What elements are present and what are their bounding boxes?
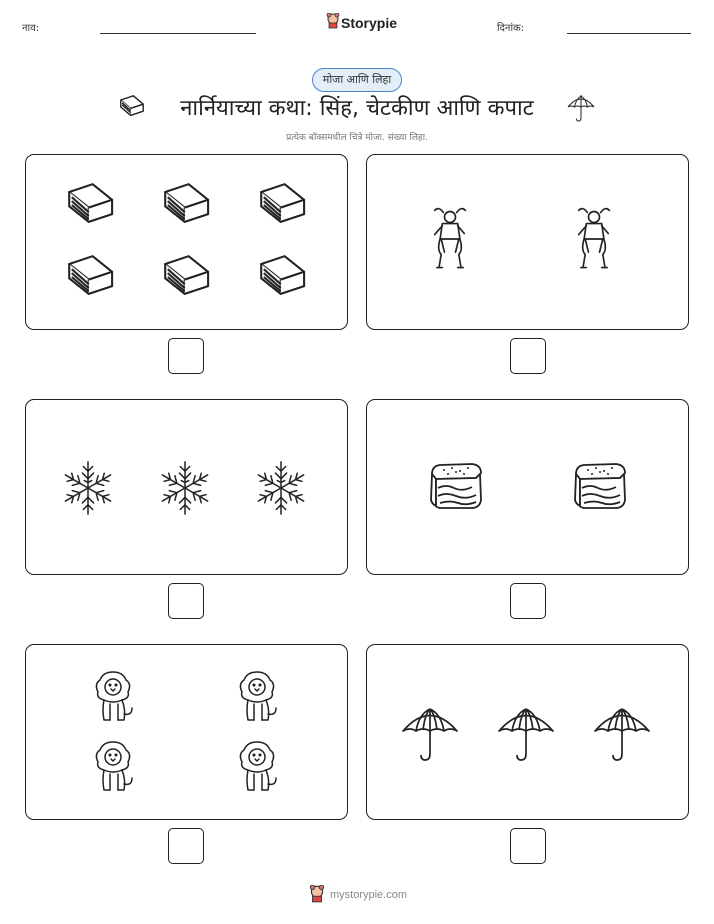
faun-icon bbox=[572, 206, 616, 272]
answer-box-lions[interactable] bbox=[168, 828, 204, 864]
lion-icon bbox=[234, 670, 280, 724]
snowflake-icon bbox=[157, 458, 213, 518]
answer-box-books[interactable] bbox=[168, 338, 204, 374]
counting-box-fauns bbox=[366, 154, 689, 330]
umbrella-icon bbox=[566, 93, 596, 123]
book-icon bbox=[256, 252, 308, 302]
storypie-logo-icon bbox=[326, 13, 340, 29]
umbrella-icon bbox=[398, 704, 462, 764]
turkish-delight-icon bbox=[570, 460, 630, 512]
instructions: प्रत्येक बॉक्समधील चित्रे मोजा. संख्या लिहा. bbox=[286, 133, 428, 143]
date-label: दिनांक: bbox=[497, 23, 525, 34]
answer-box-umbrellas[interactable] bbox=[510, 828, 546, 864]
snowflake-icon bbox=[60, 458, 116, 518]
activity-tag: मोजा आणि लिहा bbox=[312, 68, 402, 92]
lion-icon bbox=[90, 740, 136, 794]
umbrella-icon bbox=[590, 704, 654, 764]
snowflake-icon bbox=[253, 458, 309, 518]
lion-icon bbox=[90, 670, 136, 724]
lion-icon bbox=[234, 740, 280, 794]
turkish-delight-icon bbox=[426, 460, 486, 512]
book-icon bbox=[64, 252, 116, 302]
footer-url[interactable]: mystorypie.com bbox=[330, 889, 408, 901]
brand-name: Storypie bbox=[341, 15, 398, 31]
name-line[interactable] bbox=[100, 33, 256, 34]
faun-icon bbox=[428, 206, 472, 272]
name-label: नाव: bbox=[22, 23, 40, 34]
umbrella-icon bbox=[494, 704, 558, 764]
book-icon bbox=[160, 180, 212, 230]
book-icon bbox=[64, 180, 116, 230]
book-icon bbox=[160, 252, 212, 302]
counting-box-lions bbox=[25, 644, 348, 820]
book-icon bbox=[118, 94, 146, 120]
date-line[interactable] bbox=[567, 33, 691, 34]
footer-logo-icon bbox=[309, 885, 325, 903]
answer-box-turkish-delight[interactable] bbox=[510, 583, 546, 619]
answer-box-snowflakes[interactable] bbox=[168, 583, 204, 619]
book-icon bbox=[256, 180, 308, 230]
answer-box-fauns[interactable] bbox=[510, 338, 546, 374]
page-title: नार्नियाच्या कथा: सिंह, चेटकीण आणि कपाट bbox=[180, 96, 534, 121]
counting-box-turkish-delight bbox=[366, 399, 689, 575]
